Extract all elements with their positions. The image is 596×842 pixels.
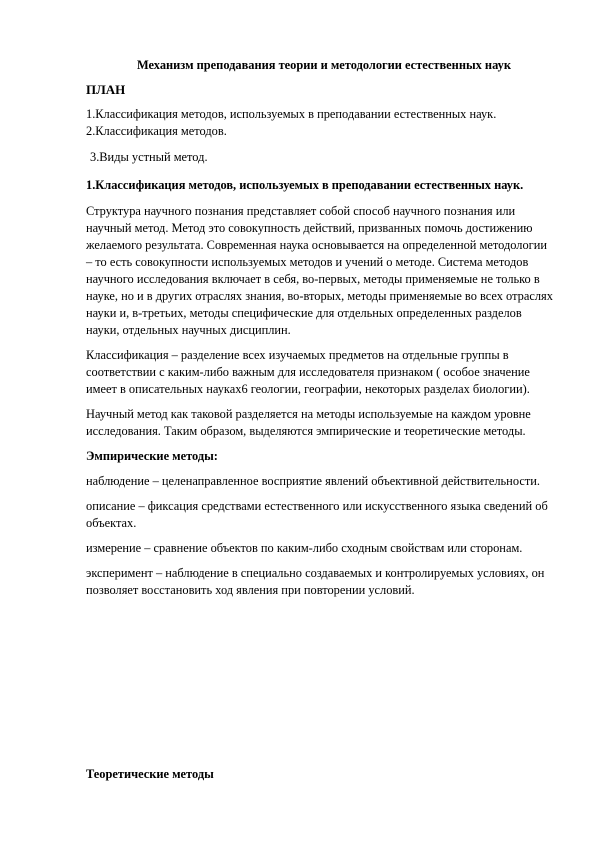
- plan-item-2: 2.Классификация методов.: [86, 124, 227, 138]
- document-title: Механизм преподавания теории и методологии естественных наук: [137, 58, 511, 72]
- document-body: [86, 58, 554, 607]
- paragraph-2: Классификация – разделение всех изучаемых предметов на отдельные группы в соответствии с каким-либо важным для исследователя признаком ( особое значение имеет в описательных науках6 геологии, географии, некоторых разделах биологии).: [86, 348, 530, 396]
- empirical-methods-heading: Эмпирические методы:: [86, 449, 218, 463]
- theoretical-methods-heading: Теоретические методы: [86, 767, 214, 781]
- empirical-item-description: описание – фиксация средствами естественного или искусственного языка сведений об объектах.: [86, 499, 548, 530]
- plan-item-1: 1.Классификация методов, используемых в преподавании естественных наук.: [86, 107, 497, 121]
- plan-heading: ПЛАН: [86, 82, 126, 97]
- paragraph-3: Научный метод как таковой разделяется на методы используемые на каждом уровне исследования. Таким образом, выделяются эмпирические и теоретические методы.: [86, 407, 531, 438]
- section-heading-1: 1.Классификация методов, используемых в преподавании естественных наук.: [86, 178, 524, 192]
- empirical-item-experiment: эксперимент – наблюдение в специально создаваемых и контролируемых условиях, он позволяет восстановить ход явления при повторении условий.: [86, 566, 545, 597]
- plan-item-3: 3.Виды устный метод.: [90, 150, 208, 164]
- empirical-item-measurement: измерение – сравнение объектов по каким-либо сходным свойствам или сторонам.: [86, 541, 523, 555]
- paragraph-1: Структура научного познания представляет собой способ научного познания или научный метод. Метод это совокупность действий, призванных помочь достижению желаемого результата. Современная наука основывается на определенной методологии – то есть совокупности используемых методов и учений о методе. Система методов научного исследования включает в себя, во-первых, методы применяемые не только в науке, но и в других отраслях знания, во-вторых, методы применяемые во всех отраслях науки и, в-третьих, методы специфические для отдельных определенных разделов науки, отдельных научных дисциплин.: [86, 204, 553, 337]
- empirical-item-observation: наблюдение – целенаправленное восприятие явлений объективной действительности.: [86, 474, 540, 488]
